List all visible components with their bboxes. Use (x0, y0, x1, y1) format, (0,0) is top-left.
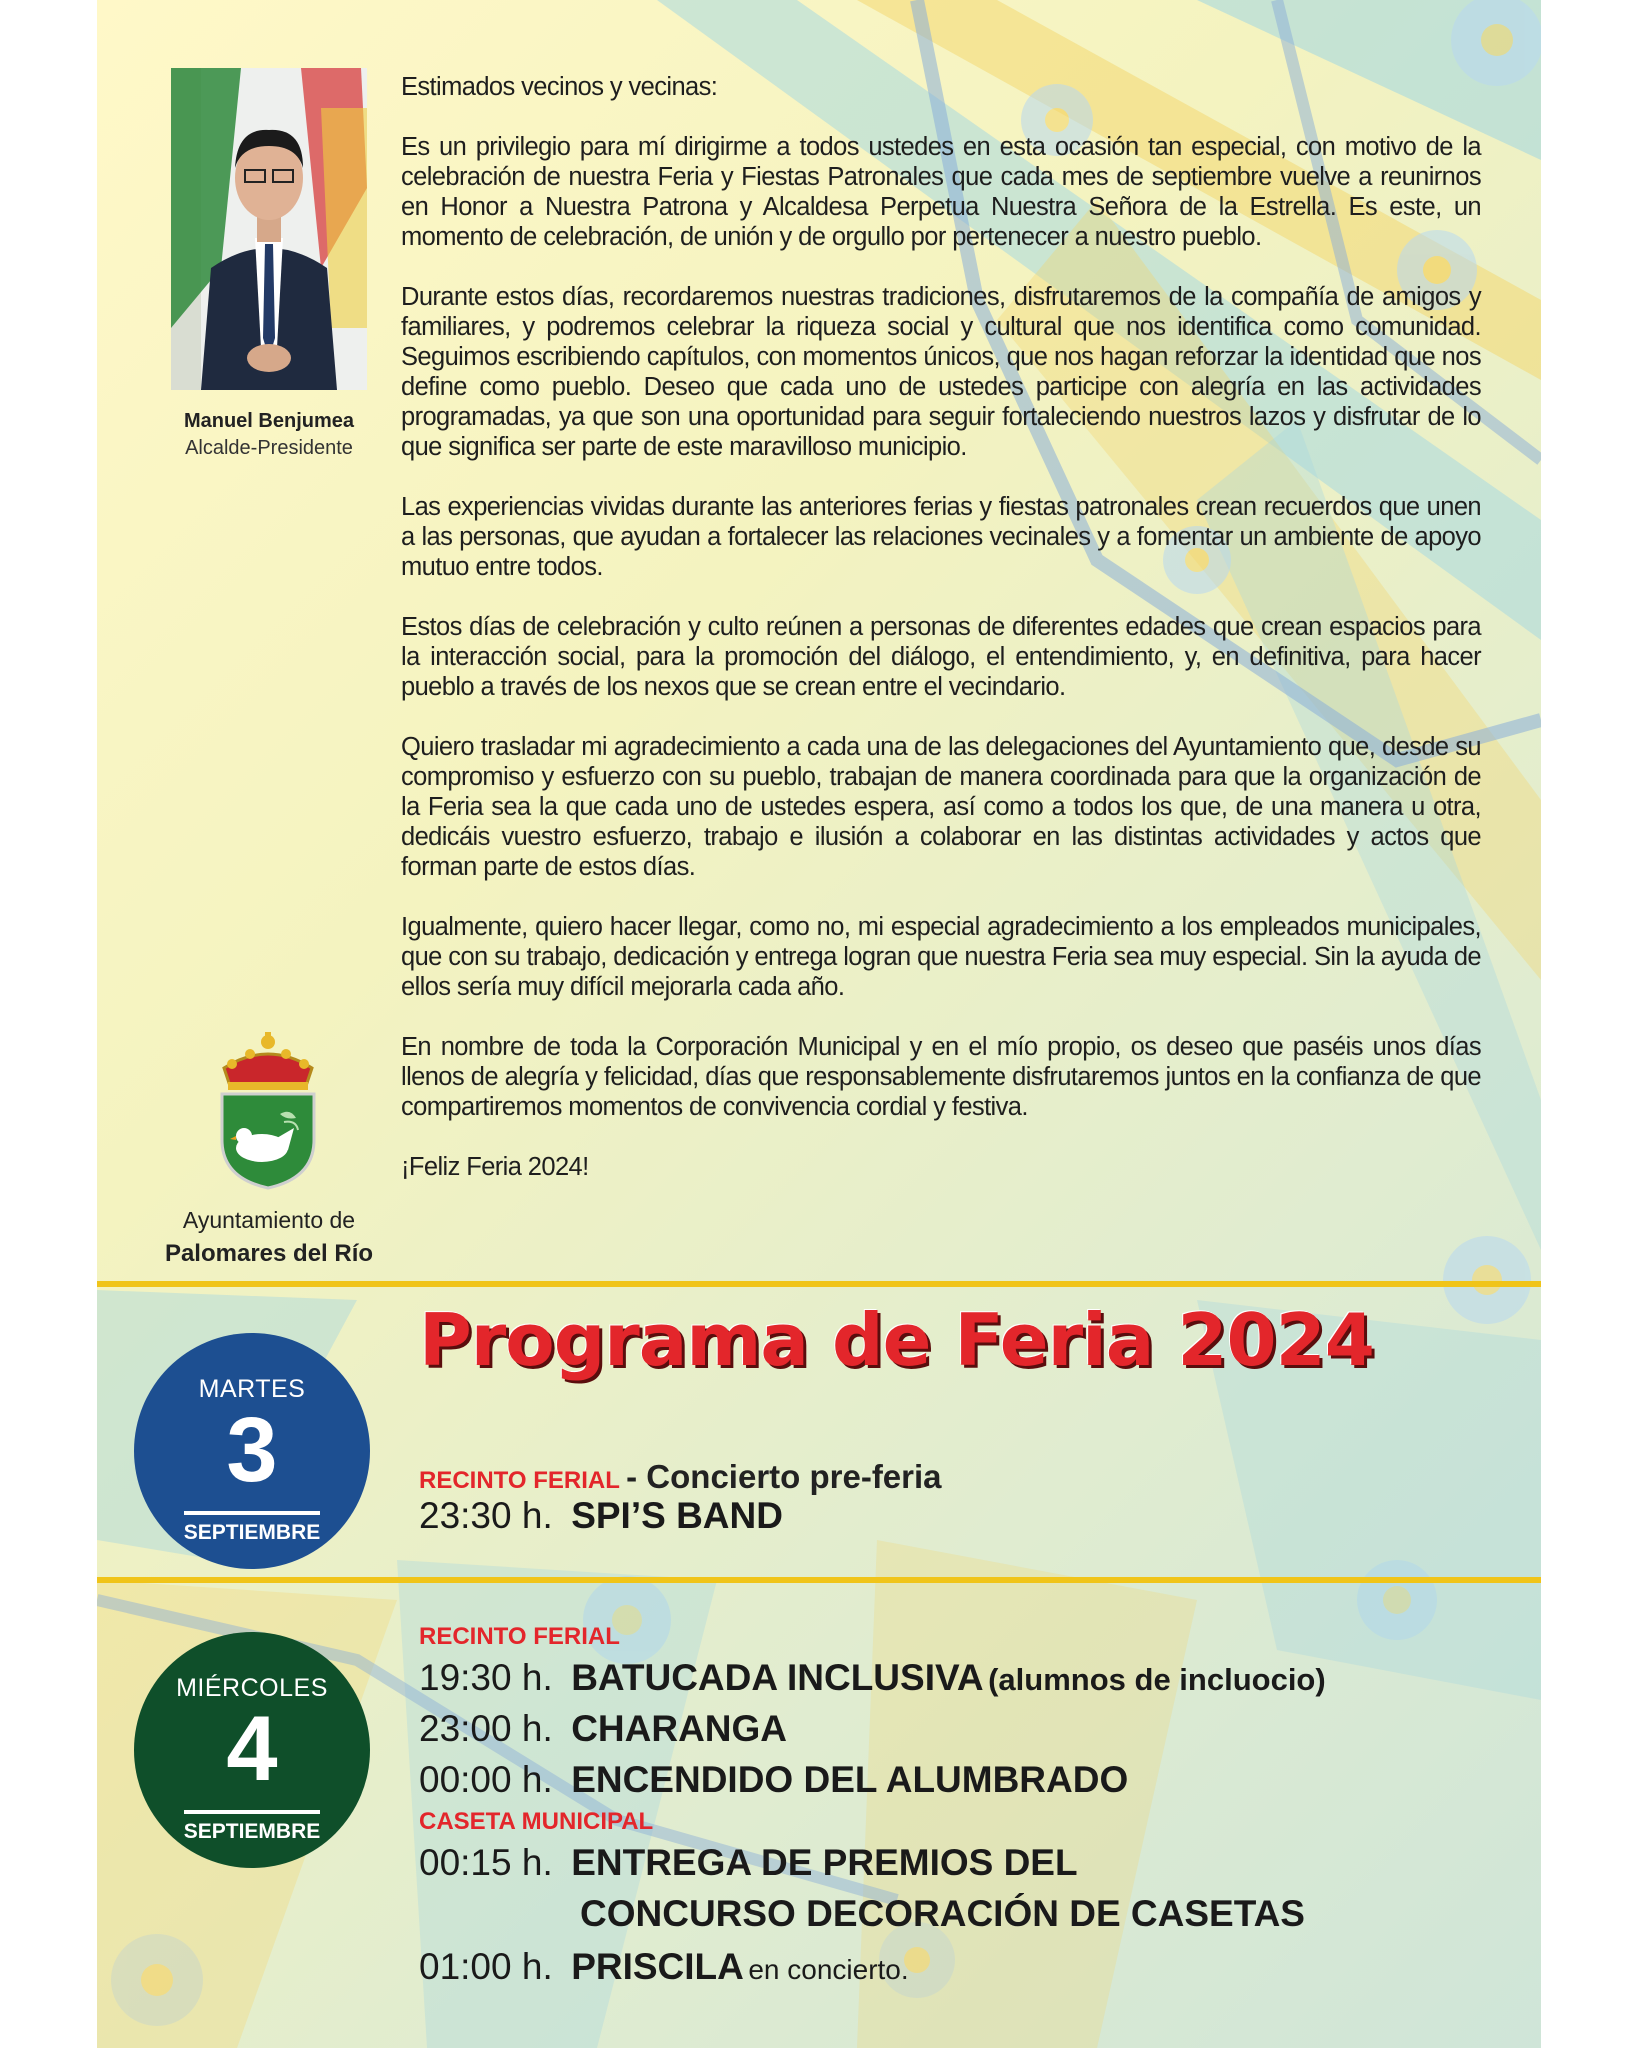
event-item (419, 1946, 909, 1988)
day-weekday: MIÉRCOLES (176, 1674, 328, 1702)
day-badge (134, 1333, 370, 1569)
day-month: SEPTIEMBRE (183, 1820, 321, 1843)
town-name: Palomares del Río (164, 1240, 374, 1267)
venue-subtitle: - Concierto pre-feria (626, 1458, 942, 1495)
event-name: SPI’S BAND (571, 1495, 783, 1536)
event-item (419, 1759, 1128, 1801)
event-name: PRISCILA (571, 1946, 744, 1987)
letter-paragraph: Durante estos días, recordaremos nuestras tradiciones, disfrutaremos de la compañía de amigos y familiares, y podremos celebrar la riqueza social y cultural que nos identifica como comunidad. Seguimos escribiendo capítulos, con momentos únicos, que nos hagan reforzar la identidad que nos define como pueblo. Deseo que cada uno de ustedes participe con alegría en las actividades programadas, ya que son una oportunidad para seguir fortaleciendo nuestros lazos y disfrutar de lo que significa ser parte de este maravilloso municipio. (401, 283, 1481, 461)
day-badge (134, 1632, 370, 1868)
day-month: SEPTIEMBRE (183, 1521, 321, 1544)
venue-name: RECINTO FERIAL (419, 1623, 620, 1650)
event-extra: (alumnos de incluocio) (988, 1662, 1326, 1697)
event-item (419, 1657, 1326, 1699)
coat-of-arms-logo (210, 1030, 326, 1190)
event-time: 01:00 h. (419, 1946, 553, 1987)
venue-name: RECINTO FERIAL (419, 1467, 620, 1494)
day-badge-rule (184, 1810, 320, 1814)
letter-paragraph: Estos días de celebración y culto reúnen a personas de diferentes edades que crean espacios para la interacción social, para la promoción del diálogo, el entendimiento, y, en definitiva, para hacer pueblo a través de los nexos que se crean entre el vecindario. (401, 613, 1481, 701)
letter-paragraph: Igualmente, quiero hacer llegar, como no, mi especial agradecimiento a los empleados municipales, que con su trabajo, dedicación y entrega logran que nuestra Feria sea muy especial. Sin la ayuda de ellos sería muy difícil mejorarla cada año. (401, 913, 1481, 1001)
event-time: 23:00 h. (419, 1708, 553, 1749)
venue-heading (419, 1808, 653, 1836)
event-time: 00:00 h. (419, 1759, 553, 1800)
program-title: Programa de Feria 2024 (419, 1298, 1374, 1382)
event-name: BATUCADA INCLUSIVA (571, 1657, 984, 1698)
mayor-role: Alcalde-Presidente (185, 437, 353, 459)
mayor-name: Manuel Benjumea (183, 410, 355, 432)
event-item (419, 1495, 783, 1537)
event-time: 23:30 h. (419, 1495, 553, 1536)
event-name: CONCURSO DECORACIÓN DE CASETAS (580, 1893, 1305, 1934)
town-hall-label: Ayuntamiento de (182, 1207, 356, 1233)
section-divider (97, 1281, 1541, 1287)
mayor-letter (401, 72, 1481, 1182)
day-weekday: MARTES (198, 1375, 306, 1403)
venue-heading (419, 1623, 620, 1651)
letter-paragraph: Es un privilegio para mí dirigirme a todos ustedes en esta ocasión tan especial, con motivo de la celebración de nuestra Feria y Fiestas Patronales que cada mes de septiembre vuelve a reunirnos en Honor a Nuestra Patrona y Alcaldesa Perpetua Nuestra Señora de la Estrella. Es este, un momento de celebración, de unión y de orgullo por pertenecer a nuestro pueblo. (401, 133, 1481, 251)
event-time: 19:30 h. (419, 1657, 553, 1698)
event-name: ENCENDIDO DEL ALUMBRADO (571, 1759, 1129, 1800)
day-number: 4 (226, 1698, 278, 1800)
day-divider (97, 1577, 1541, 1583)
mayor-photo (171, 68, 367, 390)
event-item (419, 1708, 787, 1750)
letter-paragraph: En nombre de toda la Corporación Municipal y en el mío propio, os deseo que paséis unos días llenos de alegría y felicidad, días que responsablemente disfrutaremos juntos en la confianza de que compartiremos momentos de convivencia cordial y festiva. (401, 1033, 1481, 1121)
event-time: 00:15 h. (419, 1842, 553, 1883)
letter-paragraph: Quiero trasladar mi agradecimiento a cada una de las delegaciones del Ayuntamiento que, desde su compromiso y esfuerzo con su pueblo, trabajan de manera coordinada para que la organización de la Feria sea la que cada uno de ustedes espera, así como a todos los que, de una manera u otra, dedicáis vuestro esfuerzo, trabajo e ilusión a colaborar en las distintas actividades y actos que forman parte de estos días. (401, 733, 1481, 881)
event-item-continued (580, 1893, 1305, 1935)
event-comment: en concierto. (748, 1954, 909, 1985)
letter-greeting: Estimados vecinos y vecinas: (401, 73, 718, 101)
event-name: ENTREGA DE PREMIOS DEL (571, 1842, 1078, 1883)
festival-page (97, 0, 1541, 2048)
letter-closing: ¡Feliz Feria 2024! (401, 1153, 589, 1181)
letter-paragraph: Las experiencias vividas durante las anteriores ferias y fiestas patronales crean recuerdos que unen a las personas, que ayudan a fortalecer las relaciones vecinales y a fomentar un ambiente de apoyo mutuo entre todos. (401, 493, 1481, 581)
venue-name: CASETA MUNICIPAL (419, 1808, 654, 1835)
venue-heading (419, 1458, 942, 1496)
day-badge-rule (184, 1511, 320, 1515)
event-item (419, 1842, 1078, 1884)
day-number: 3 (226, 1399, 278, 1501)
event-name: CHARANGA (571, 1708, 788, 1749)
